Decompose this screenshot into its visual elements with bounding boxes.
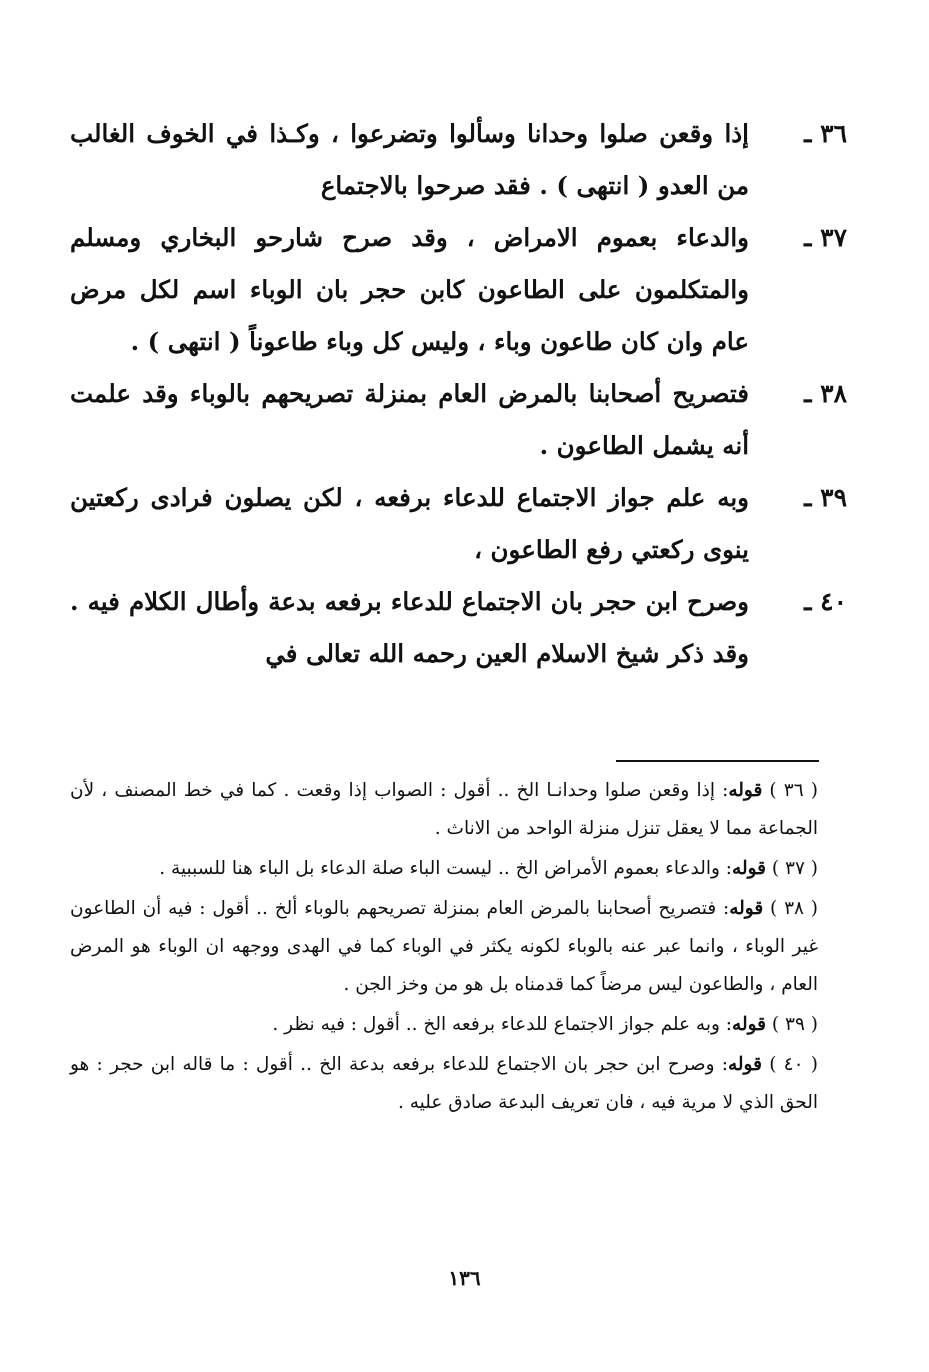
footnote-label: قوله (732, 858, 767, 879)
item-number: ٤٠ ـ (804, 587, 847, 616)
item-text: وبه علم جواز الاجتماع للدعاء برفعه ، لكن يصلون فرادى ركعتين ينوى ركعتي رفع الطاعون ، (70, 483, 749, 564)
page-number: ١٣٦ (448, 1266, 481, 1290)
item-number: ٣٦ ـ (804, 119, 847, 148)
footnote-number: ( ٣٩ ) (771, 1014, 818, 1035)
footnote-39 (70, 1006, 818, 1044)
footnotes (70, 772, 818, 1124)
footnote-label: قوله (728, 780, 763, 801)
item-39 (70, 472, 847, 576)
main-text (70, 108, 847, 680)
footnote-text: : إذا وقعن صلوا وحدانـا الخ .. أقول : الصواب إذا وقعت . كما في خط المصنف ، لأن الجماعة مما لا يعقل تنزل منزلة الواحد من الاناث . (70, 780, 818, 839)
item-40 (70, 576, 847, 680)
item-37 (70, 212, 847, 368)
footnote-38 (70, 890, 818, 1004)
item-text: وصرح ابن حجر بان الاجتماع للدعاء برفعه بدعة وأطال الكلام فيه . وقد ذكر شيخ الاسلام العين رحمه الله تعالى في (70, 587, 749, 668)
item-number: ٣٨ ـ (804, 379, 847, 408)
footnote-36 (70, 772, 818, 848)
footnote-text: : وبه علم جواز الاجتماع للدعاء برفعه الخ .. أقول : فيه نظر . (272, 1014, 733, 1035)
item-36 (70, 108, 847, 212)
footnote-number: ( ٣٦ ) (769, 780, 818, 801)
footnote-divider (616, 760, 819, 762)
footnote-label: قوله (729, 898, 764, 919)
footnote-text: : وصرح ابن حجر بان الاجتماع للدعاء برفعه بدعة الخ .. أقول : ما قاله ابن حجر : هو الحق الذي لا مرية فيه ، فان تعريف البدعة صادق عليه . (70, 1054, 818, 1113)
footnote-number: ( ٣٧ ) (771, 858, 818, 879)
footnote-40 (70, 1046, 818, 1122)
footnote-number: ( ٤٠ ) (769, 1054, 818, 1075)
item-text: فتصريح أصحابنا بالمرض العام بمنزلة تصريحهم بالوباء وقد علمت أنه يشمل الطاعون . (70, 379, 749, 460)
item-number: ٣٧ ـ (804, 223, 847, 252)
footnote-37 (70, 850, 818, 888)
footnote-number: ( ٣٨ ) (770, 898, 818, 919)
footnote-text: : والدعاء بعموم الأمراض الخ .. ليست الباء صلة الدعاء بل الباء هنا للسببية . (159, 858, 733, 879)
item-number: ٣٩ ـ (804, 483, 847, 512)
footnote-text: : فتصريح أصحابنا بالمرض العام بمنزلة تصريحهم بالوباء ألخ .. أقول : فيه أن الطاعون غير الوباء ، وانما عبر عنه بالوباء لكونه يكثر في الوباء كما في الهدى ووجهه ان الوباء هو المرض العام ، والطاعون ليس مرضاً كما قدمناه بل هو من وخز الجن . (70, 898, 818, 995)
item-text: إذا وقعن صلوا وحدانا وسألوا وتضرعوا ، وكـذا في الخوف الغالب من العدو ( انتهى ) . فقد صرحوا بالاجتماع (70, 119, 749, 200)
item-text: والدعاء بعموم الامراض ، وقد صرح شارحو البخاري ومسلم والمتكلمون على الطاعون كابن حجر بان الوباء اسم لكل مرض عام وان كان طاعون وباء ، وليس كل وباء طاعوناً ( انتهى ) . (70, 223, 749, 356)
item-38 (70, 368, 847, 472)
footnote-label: قوله (732, 1014, 767, 1035)
footnote-label: قوله (728, 1054, 762, 1075)
